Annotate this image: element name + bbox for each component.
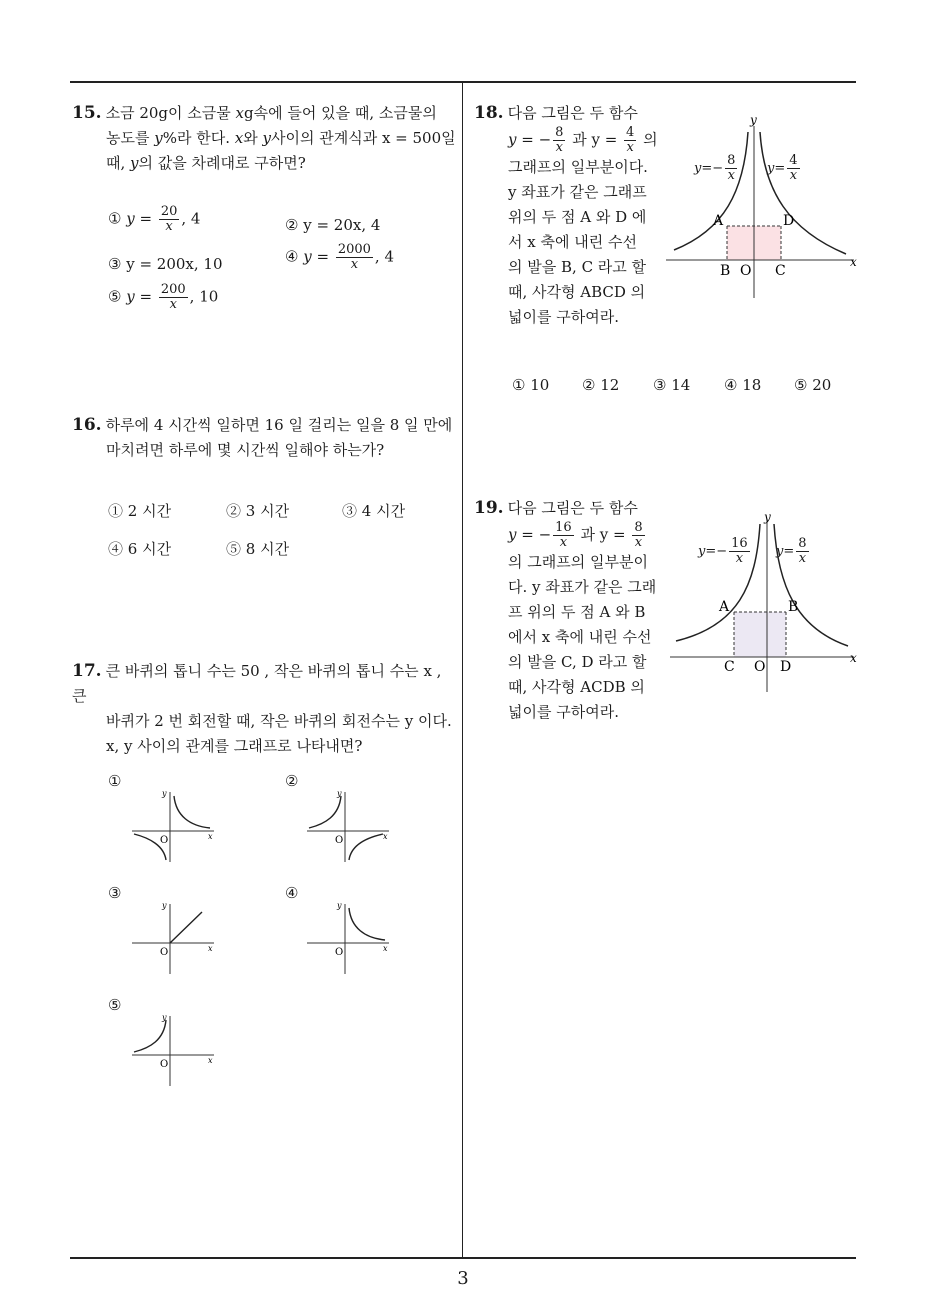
denominator: x — [798, 551, 807, 566]
q15-text: 와 — [243, 129, 263, 147]
denominator: x — [165, 219, 173, 234]
q18-line6: 서 x 축에 내린 수선 — [508, 233, 637, 251]
axis-y-label: y — [162, 1013, 167, 1022]
q15-line2 — [72, 126, 457, 151]
axis-x-label: x — [383, 832, 388, 841]
origin-label: O — [754, 659, 766, 675]
q16-number: 16. — [72, 415, 102, 435]
q18-option-3[interactable]: ③ 14 — [653, 376, 691, 394]
q18-text: 다음 그림은 두 함수 — [507, 104, 638, 122]
origin-label: O — [335, 947, 344, 958]
option-mark: ① — [108, 209, 122, 228]
q19-text: 다음 그림은 두 함수 — [507, 499, 638, 517]
label-text: y=− — [694, 161, 724, 176]
option-value: , 4 — [374, 247, 395, 266]
point-a-label: A — [719, 599, 730, 615]
numerator: 8 — [798, 536, 807, 551]
question-16 — [72, 413, 457, 463]
q15-var: x — [235, 104, 244, 122]
point-a-label: A — [713, 213, 724, 229]
numerator: 8 — [727, 153, 736, 168]
line — [170, 912, 202, 943]
fraction — [159, 283, 188, 312]
axis-x-label: x — [850, 255, 857, 269]
option-eq: y = — [303, 247, 330, 266]
denominator: x — [789, 168, 798, 183]
axis-y-label: y — [337, 789, 342, 798]
q15-option-1[interactable] — [108, 205, 200, 234]
denominator: x — [559, 535, 568, 550]
q19-number: 19. — [474, 498, 504, 518]
q15-text: 농도를 — [106, 129, 155, 147]
q17-graph-1[interactable] — [130, 786, 220, 862]
q15-number: 15. — [72, 103, 102, 123]
page-number: 3 — [457, 1268, 469, 1289]
q19-line6: 에서 x 축에 내린 수선 — [508, 628, 652, 646]
question-17 — [72, 659, 457, 759]
denominator: x — [735, 551, 744, 566]
q17-line1 — [72, 659, 457, 709]
option-value: , 10 — [189, 287, 219, 306]
q17-graph-3[interactable] — [130, 898, 220, 974]
eq-text: 과 y = — [567, 130, 623, 149]
axis-x-label: x — [383, 944, 388, 953]
option-eq: y = — [126, 209, 153, 228]
q15-text: %라 한다. — [162, 129, 235, 147]
curve — [349, 834, 383, 860]
origin-label: O — [160, 835, 169, 846]
q18-line8: 때, 사각형 ABCD 의 — [508, 283, 646, 301]
q18-number: 18. — [474, 103, 504, 123]
numerator: 16 — [731, 536, 748, 551]
fraction — [729, 537, 750, 566]
denominator: x — [727, 168, 735, 183]
q18-graph — [664, 112, 864, 302]
denominator: x — [634, 535, 643, 550]
q15-var: y — [154, 129, 163, 147]
curve — [174, 796, 210, 828]
curve — [349, 908, 385, 940]
q16-option-1[interactable]: ① 2 시간 — [108, 502, 172, 520]
origin-label: O — [335, 835, 344, 846]
q18-line7: 의 발을 B, C 라고 할 — [508, 258, 647, 276]
label-text: y=− — [698, 544, 728, 559]
axis-x-label: x — [850, 651, 857, 665]
q16-text: 하루에 4 시간씩 일하면 16 일 걸리는 일을 8 일 만에 — [105, 416, 453, 434]
q17-graph-4[interactable] — [305, 898, 395, 974]
q19-rect — [734, 612, 786, 657]
label-text: y= — [776, 544, 795, 559]
point-b-label: B — [788, 599, 799, 615]
q16-line2: 마치려면 하루에 몇 시간씩 일해야 하는가? — [106, 441, 385, 459]
denominator: x — [350, 257, 359, 272]
origin-label: O — [160, 1059, 169, 1070]
fraction — [796, 537, 808, 566]
q15-line3 — [72, 151, 457, 176]
question-15 — [72, 101, 457, 176]
q18-right-curve-label — [767, 154, 802, 183]
axis-x-label: x — [208, 944, 213, 953]
point-d-label: D — [780, 659, 792, 675]
q15-line1 — [72, 101, 457, 126]
numerator: 2000 — [337, 242, 371, 257]
q15-var: x — [234, 129, 244, 147]
fraction — [159, 205, 180, 234]
q15-text: 소금 20g이 소금물 — [105, 104, 236, 122]
q15-text: g속에 들어 있을 때, 소금물의 — [243, 104, 437, 122]
curve — [134, 1020, 166, 1052]
q17-option-5-mark[interactable]: ⑤ — [108, 996, 122, 1014]
eq-text: 의 — [638, 130, 658, 149]
numerator: 200 — [160, 282, 186, 297]
option-mark: ④ — [285, 247, 299, 266]
q17-line3: x, y 사이의 관계를 그래프로 나타내면? — [106, 737, 363, 755]
denominator: x — [626, 140, 634, 155]
numerator: 8 — [555, 125, 564, 140]
q17-number: 17. — [72, 661, 102, 681]
point-b-label: B — [720, 263, 731, 279]
q15-option-3[interactable]: ③ y = 200x, 10 — [108, 255, 223, 273]
fraction — [787, 154, 799, 183]
axis-y-label: y — [337, 901, 342, 910]
q18-left-curve-label — [694, 154, 739, 183]
q19-line3: 의 그래프의 일부분이 — [508, 553, 648, 571]
q18-line3: 그래프의 일부분이다. — [508, 158, 648, 176]
origin-label: O — [160, 947, 169, 958]
q18-line4: y 좌표가 같은 그래프 — [508, 183, 647, 201]
q18-option-1[interactable]: ① 10 — [512, 376, 550, 394]
eq-text: 과 y = — [575, 525, 631, 544]
axis-y-label: y — [162, 789, 167, 798]
denominator: x — [555, 140, 563, 155]
q16-option-2[interactable]: ② 3 시간 — [226, 502, 290, 520]
q16-line1 — [72, 413, 457, 438]
q15-option-5[interactable] — [108, 283, 218, 312]
q16-option-4[interactable]: ④ 6 시간 — [108, 540, 172, 558]
q19-line9: 넓이를 구하여라. — [508, 703, 619, 721]
q17-option-3-mark[interactable]: ③ — [108, 884, 122, 902]
q18-option-5[interactable]: ⑤ 20 — [794, 376, 832, 394]
fraction — [632, 521, 644, 550]
numerator: 8 — [634, 520, 643, 535]
fraction — [553, 521, 574, 550]
q19-eq-line — [474, 521, 659, 550]
q17-line2: 바퀴가 2 번 회전할 때, 작은 바퀴의 회전수는 y 이다. — [106, 712, 452, 730]
point-c-label: C — [724, 659, 735, 675]
q15-text: 사이의 관계식과 x = 500일 — [270, 129, 456, 147]
point-d-label: D — [783, 213, 795, 229]
eq-text: y = − — [508, 525, 552, 544]
q17-option-2-mark[interactable]: ② — [285, 772, 299, 790]
numerator: 4 — [626, 125, 635, 140]
q19-line5: 프 위의 두 점 A 와 B — [508, 603, 646, 621]
q17-option-1-mark[interactable]: ① — [108, 772, 122, 790]
curve — [309, 796, 341, 828]
fraction — [336, 243, 373, 272]
q16-option-3[interactable]: ③ 4 시간 — [342, 502, 406, 520]
q18-option-4[interactable]: ④ 18 — [724, 376, 762, 394]
q19-line1 — [474, 496, 659, 521]
q15-text: 의 값을 차례대로 구하면? — [138, 154, 306, 172]
q18-line9: 넓이를 구하여라. — [508, 308, 619, 326]
q18-eq-line — [474, 125, 658, 155]
q19-line7: 의 발을 C, D 라고 할 — [508, 653, 647, 671]
q19-right-curve-label — [776, 537, 811, 566]
axis-y-label: y — [750, 113, 757, 127]
question-19 — [474, 496, 659, 725]
axis-x-label: x — [208, 1056, 213, 1065]
denominator: x — [169, 297, 177, 312]
origin-label: O — [740, 263, 752, 279]
q18-option-2[interactable]: ② 12 — [582, 376, 620, 394]
axis-y-label: y — [764, 510, 771, 524]
numerator: 16 — [555, 520, 572, 535]
q19-graph — [668, 506, 863, 696]
question-18 — [474, 101, 658, 330]
numerator: 20 — [160, 204, 178, 219]
label-text: y= — [767, 161, 786, 176]
fraction — [725, 154, 737, 183]
q15-var: y — [262, 129, 271, 147]
q15-text: 때, — [106, 154, 131, 172]
fraction — [624, 126, 636, 155]
q16-option-5[interactable]: ⑤ 8 시간 — [226, 540, 290, 558]
q15-option-4[interactable] — [285, 243, 394, 272]
q17-text: 큰 바퀴의 톱니 수는 50 , 작은 바퀴의 톱니 수는 x , 큰 — [72, 662, 442, 705]
fraction — [553, 126, 565, 155]
axis-x-label: x — [208, 832, 213, 841]
q17-graph-5[interactable] — [130, 1010, 220, 1086]
q19-line8: 때, 사각형 ACDB 의 — [508, 678, 645, 696]
axis-y-label: y — [162, 901, 167, 910]
point-c-label: C — [775, 263, 786, 279]
q18-line1 — [474, 101, 654, 126]
option-value: , 4 — [181, 209, 201, 228]
q15-option-2[interactable]: ② y = 20x, 4 — [285, 216, 381, 234]
q17-option-4-mark[interactable]: ④ — [285, 884, 299, 902]
eq-text: y = − — [508, 130, 552, 149]
q19-line4: 다. y 좌표가 같은 그래 — [508, 578, 657, 596]
bottom-rule — [70, 1257, 856, 1259]
q15-var: y — [130, 154, 139, 172]
q17-graph-2[interactable] — [305, 786, 395, 862]
numerator: 4 — [789, 153, 798, 168]
q18-line5: 위의 두 점 A 와 D 에 — [508, 208, 647, 226]
column-divider — [462, 81, 463, 1258]
q19-left-curve-label — [698, 537, 752, 566]
option-eq: y = — [126, 287, 153, 306]
option-mark: ⑤ — [108, 287, 122, 306]
